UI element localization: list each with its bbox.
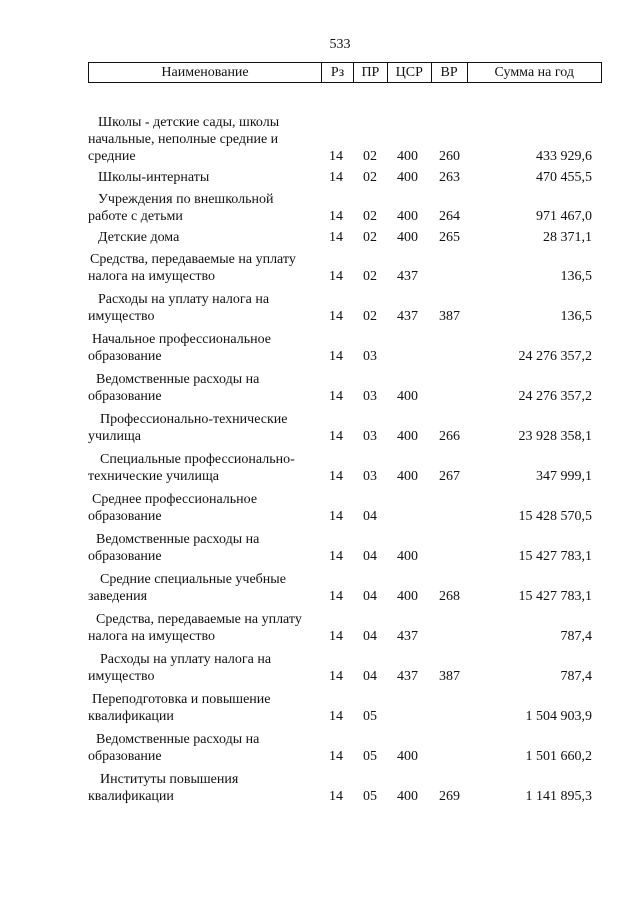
row-pr: 05 — [363, 789, 377, 804]
table-row — [88, 651, 602, 685]
row-name: Специальные профессионально- технические училища — [88, 452, 295, 484]
row-sum: 1 504 903,9 — [525, 709, 592, 724]
column-header-name: Наименование — [89, 63, 322, 82]
row-csr: 437 — [397, 269, 418, 284]
table-row — [88, 251, 602, 285]
row-rz: 14 — [329, 149, 343, 164]
table-row — [88, 531, 602, 565]
row-sum: 347 999,1 — [536, 469, 592, 484]
row-rz: 14 — [329, 209, 343, 224]
column-header-pr: ПР — [354, 63, 388, 82]
column-header-rz: Рз — [322, 63, 354, 82]
row-sum: 787,4 — [560, 669, 592, 684]
row-pr: 02 — [363, 309, 377, 324]
table-row — [88, 229, 602, 246]
table-row — [88, 571, 602, 605]
row-rz: 14 — [329, 170, 343, 185]
row-name: Средства, передаваемые на уплату налога на имущество — [88, 612, 302, 644]
row-name: Расходы на уплату налога на имущество — [88, 652, 272, 684]
row-name: Детские дома — [98, 230, 180, 245]
row-sum: 1 501 660,2 — [525, 749, 592, 764]
row-pr: 02 — [363, 269, 377, 284]
row-sum: 23 928 358,1 — [518, 429, 592, 444]
row-pr: 03 — [363, 349, 377, 364]
column-header-vr: ВР — [432, 63, 468, 82]
row-pr: 02 — [363, 170, 377, 185]
row-sum: 136,5 — [560, 269, 592, 284]
table-row — [88, 691, 602, 725]
row-name: Учреждения по внешкольной работе с детьми — [88, 192, 274, 224]
row-sum: 971 467,0 — [536, 209, 592, 224]
row-vr: 263 — [439, 170, 460, 185]
row-name: Начальное профессиональное образование — [88, 332, 272, 364]
row-sum: 15 428 570,5 — [518, 509, 592, 524]
row-pr: 02 — [363, 230, 377, 245]
row-csr: 400 — [397, 230, 418, 245]
row-pr: 03 — [363, 389, 377, 404]
row-rz: 14 — [329, 589, 343, 604]
row-csr: 437 — [397, 309, 418, 324]
column-header-sum: Сумма на год — [494, 64, 574, 80]
table-row — [88, 114, 602, 165]
row-pr: 02 — [363, 209, 377, 224]
row-rz: 14 — [329, 549, 343, 564]
row-rz: 14 — [329, 469, 343, 484]
row-pr: 04 — [363, 589, 377, 604]
row-vr: 268 — [439, 589, 460, 604]
row-sum: 24 276 357,2 — [518, 349, 592, 364]
table-row — [88, 411, 602, 445]
row-sum: 136,5 — [560, 309, 592, 324]
row-name: Школы-интернаты — [98, 170, 210, 185]
row-sum: 787,4 — [560, 629, 592, 644]
row-name: Ведомственные расходы на образование — [88, 532, 260, 564]
row-pr: 04 — [363, 509, 377, 524]
row-vr: 264 — [439, 209, 460, 224]
table-row — [88, 291, 602, 325]
row-csr: 400 — [397, 149, 418, 164]
row-rz: 14 — [329, 349, 343, 364]
table-row — [88, 169, 602, 186]
row-pr: 04 — [363, 669, 377, 684]
row-rz: 14 — [329, 709, 343, 724]
row-pr: 05 — [363, 749, 377, 764]
row-name: Ведомственные расходы на образование — [88, 372, 260, 404]
row-rz: 14 — [329, 669, 343, 684]
row-pr: 04 — [363, 629, 377, 644]
row-vr: 387 — [439, 309, 460, 324]
row-rz: 14 — [329, 269, 343, 284]
row-csr: 400 — [397, 549, 418, 564]
row-sum: 470 455,5 — [536, 170, 592, 185]
row-name: Школы - детские сады, школы начальные, неполные средние и средние — [88, 115, 280, 164]
row-rz: 14 — [329, 509, 343, 524]
row-rz: 14 — [329, 749, 343, 764]
table-row — [88, 611, 602, 645]
page-number: 533 — [329, 37, 351, 52]
row-name: Расходы на уплату налога на имущество — [88, 292, 270, 324]
row-rz: 14 — [329, 309, 343, 324]
column-header-csr: ЦСР — [388, 63, 432, 82]
row-rz: 14 — [329, 629, 343, 644]
row-csr: 400 — [397, 749, 418, 764]
row-csr: 400 — [397, 429, 418, 444]
row-csr: 400 — [397, 469, 418, 484]
row-pr: 02 — [363, 149, 377, 164]
table-row — [88, 491, 602, 525]
row-pr: 05 — [363, 709, 377, 724]
row-pr: 03 — [363, 429, 377, 444]
row-csr: 437 — [397, 669, 418, 684]
row-vr: 260 — [439, 149, 460, 164]
table-row — [88, 371, 602, 405]
row-sum: 15 427 783,1 — [518, 549, 592, 564]
row-csr: 400 — [397, 209, 418, 224]
table-header — [88, 62, 602, 83]
row-rz: 14 — [329, 230, 343, 245]
row-csr: 400 — [397, 789, 418, 804]
row-rz: 14 — [329, 429, 343, 444]
row-pr: 03 — [363, 469, 377, 484]
row-vr: 266 — [439, 429, 460, 444]
table-row — [88, 331, 602, 365]
row-sum: 1 141 895,3 — [525, 789, 592, 804]
row-name: Средние специальные учебные заведения — [88, 572, 286, 604]
row-csr: 400 — [397, 170, 418, 185]
row-vr: 269 — [439, 789, 460, 804]
table-row — [88, 771, 602, 805]
row-rz: 14 — [329, 789, 343, 804]
row-sum: 28 371,1 — [543, 230, 592, 245]
row-sum: 24 276 357,2 — [518, 389, 592, 404]
row-csr: 400 — [397, 589, 418, 604]
row-sum: 15 427 783,1 — [518, 589, 592, 604]
row-name: Средства, передаваемые на уплату налога на имущество — [88, 252, 296, 284]
row-pr: 04 — [363, 549, 377, 564]
table-row — [88, 731, 602, 765]
row-csr: 437 — [397, 629, 418, 644]
row-name: Переподготовка и повышение квалификации — [88, 692, 271, 724]
row-name: Ведомственные расходы на образование — [88, 732, 260, 764]
row-vr: 267 — [439, 469, 460, 484]
row-name: Профессионально-технические училища — [88, 412, 288, 444]
row-name: Среднее профессиональное образование — [88, 492, 258, 524]
row-rz: 14 — [329, 389, 343, 404]
row-vr: 265 — [439, 230, 460, 245]
row-name: Институты повышения квалификации — [88, 772, 239, 804]
row-csr: 400 — [397, 389, 418, 404]
table-row — [88, 191, 602, 225]
row-sum: 433 929,6 — [536, 149, 592, 164]
row-vr: 387 — [439, 669, 460, 684]
table-row — [88, 451, 602, 485]
